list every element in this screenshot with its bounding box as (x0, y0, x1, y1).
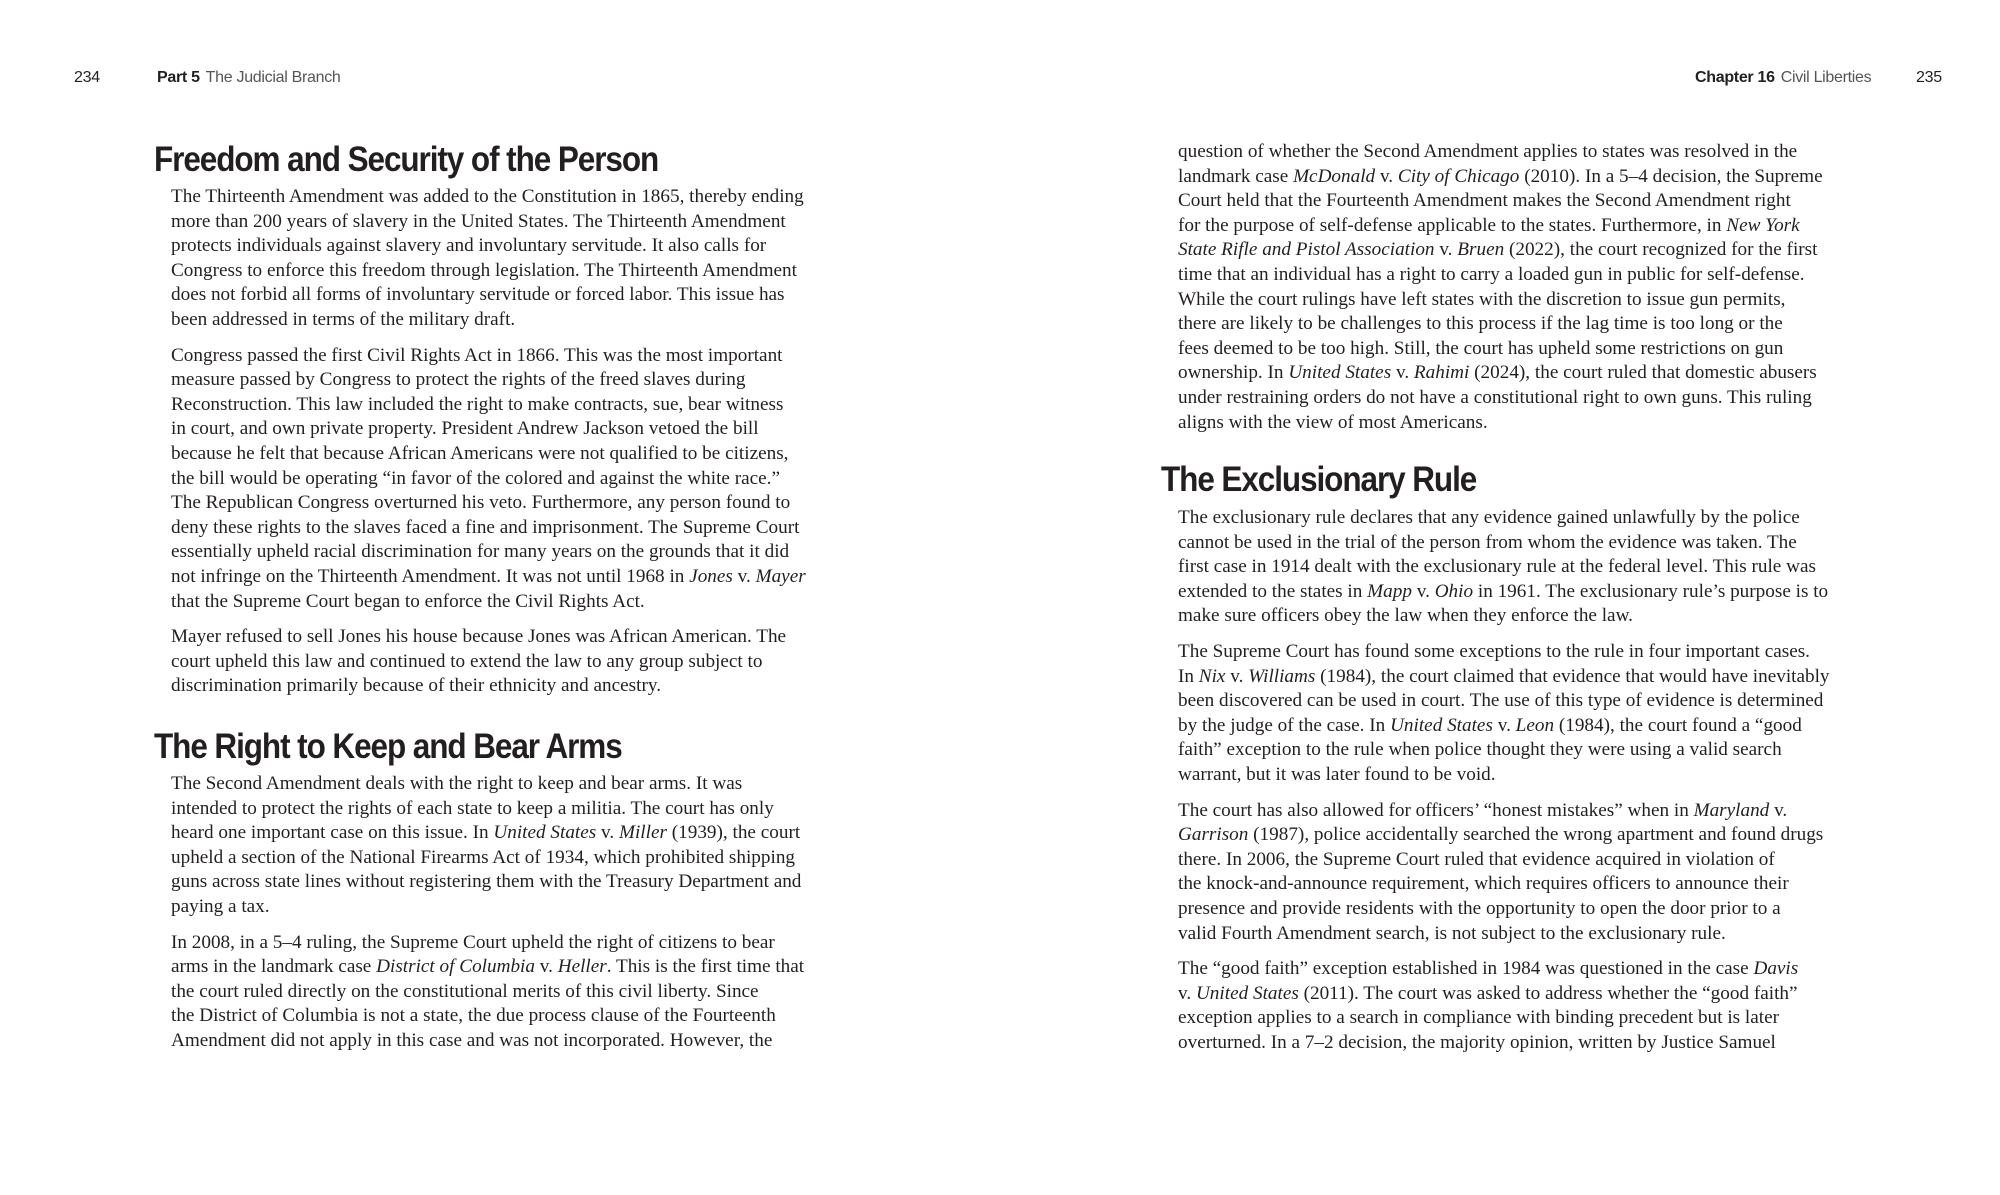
case-name: Miller (618, 822, 667, 844)
text-line (171, 344, 891, 369)
body-text (171, 185, 891, 710)
text-line (1178, 361, 1918, 386)
text-line (171, 565, 891, 590)
text-line (171, 185, 891, 210)
text-run: v. (1492, 714, 1516, 736)
text-line (171, 417, 891, 442)
text-line (1178, 386, 1918, 411)
text-run: While the court rulings have left states with the discretion to issue gun permits, (1178, 288, 1786, 310)
text-run: first case in 1914 dealt with the exclusionary rule at the federal level. This rule was (1178, 556, 1816, 578)
text-run: essentially upheld racial discrimination for many years on the grounds that it did (171, 541, 790, 563)
text-run: v. (1178, 982, 1196, 1004)
case-name: United States (1390, 714, 1493, 736)
text-run: v. (534, 956, 558, 978)
text-run: faith” exception to the rule when police thought they were using a valid search (1178, 739, 1782, 761)
section-heading: Freedom and Security of the Person (154, 140, 659, 179)
text-run: . This is the first time that (606, 956, 805, 978)
text-run: by the judge of the case. In (1178, 714, 1391, 736)
text-line (1178, 982, 1918, 1007)
case-name: State Rifle and Pistol Association (1178, 239, 1435, 261)
text-run: (2011). The court was asked to address whether the “good faith” (1298, 982, 1798, 1004)
paragraph (171, 931, 891, 1054)
paragraph (171, 625, 891, 699)
text-run: there. In 2006, the Supreme Court ruled that evidence acquired in violation of (1178, 848, 1775, 870)
case-name: United States (1195, 982, 1299, 1004)
chapter-label: Chapter 16 (1695, 69, 1775, 86)
text-line (1178, 872, 1918, 897)
text-run: (2024), the court ruled that domestic abusers (1469, 362, 1817, 384)
chapter-title: Civil Liberties (1780, 69, 1872, 86)
paragraph (171, 344, 891, 615)
case-name: Davis (1753, 958, 1799, 980)
text-run: discrimination primarily because of their ethnicity and ancestry. (171, 675, 662, 697)
case-name: United States (1288, 362, 1392, 384)
text-run: make sure officers obey the law when they enforce the law. (1178, 605, 1633, 627)
text-run: paying a tax. (171, 895, 270, 917)
part-label: Part 5 (157, 69, 200, 86)
text-line (1178, 580, 1918, 605)
text-line (1178, 165, 1918, 190)
text-run: been discovered can be used in court. The use of this type of evidence is determined (1178, 690, 1824, 712)
text-run: v. (1434, 239, 1458, 261)
case-name: Heller (557, 956, 607, 978)
text-line (1178, 763, 1918, 788)
text-run: cannot be used in the trial of the person from whom the evidence was taken. The (1178, 531, 1797, 553)
text-line (1178, 555, 1918, 580)
text-line (1178, 140, 1918, 165)
paragraph (1178, 957, 1918, 1055)
text-line (1178, 714, 1918, 739)
case-name: Mayer (755, 565, 806, 587)
text-run: intended to protect the rights of each state to keep a militia. The court has only (171, 797, 774, 819)
case-name: Jones (689, 565, 733, 587)
text-run: (2010). In a 5–4 decision, the Supreme (1519, 165, 1823, 187)
case-name: Garrison (1178, 824, 1249, 846)
text-run: The Supreme Court has found some exceptions to the rule in four important cases. (1178, 640, 1810, 662)
case-name: Leon (1515, 714, 1555, 736)
text-line (171, 955, 891, 980)
text-line (171, 1004, 891, 1029)
text-line (1178, 531, 1918, 556)
text-run: for the purpose of self-defense applicable to the states. Furthermore, in (1178, 214, 1727, 236)
text-run: exception applies to a search in compliance with binding precedent but is later (1178, 1007, 1780, 1029)
paragraph (1178, 640, 1918, 788)
text-run: The Republican Congress overturned his veto. Furthermore, any person found to (171, 492, 791, 514)
text-run: aligns with the view of most Americans. (1178, 411, 1488, 433)
case-name: Ohio (1434, 580, 1474, 602)
text-run: The court has also allowed for officers’ “honest mistakes” when in (1178, 799, 1694, 821)
text-line (171, 1029, 891, 1054)
text-run: In (1178, 665, 1199, 687)
text-run: v. (1391, 362, 1414, 384)
text-run: (2022), the court recognized for the first (1504, 239, 1818, 261)
text-line (171, 234, 891, 259)
paragraph (1178, 140, 1918, 435)
text-run: time that an individual has a right to carry a loaded gun in public for self-defense. (1178, 263, 1805, 285)
text-run: arms in the landmark case (171, 956, 377, 978)
case-name: District of Columbia (376, 956, 535, 978)
text-run: the bill would be operating “in favor of the colored and against the white race.” (171, 467, 780, 489)
text-run: (1987), police accidentally searched the wrong apartment and found drugs (1248, 824, 1824, 846)
running-header (157, 69, 341, 87)
text-line (1178, 604, 1918, 629)
case-name: Rahimi (1413, 362, 1470, 384)
body-text (1178, 140, 1918, 446)
text-run: does not forbid all forms of involuntary servitude or forced labor. This issue has (171, 284, 785, 306)
text-line (1178, 506, 1918, 531)
text-line (1178, 1031, 1918, 1056)
text-line (1178, 214, 1918, 239)
text-run: under restraining orders do not have a constitutional right to own guns. This ruling (1178, 386, 1812, 408)
text-line (171, 870, 891, 895)
text-run: there are likely to be challenges to this process if the lag time is too long or the (1178, 313, 1783, 335)
text-run: valid Fourth Amendment search, is not subject to the exclusionary rule. (1178, 922, 1726, 944)
text-line (1178, 312, 1918, 337)
section-heading: The Right to Keep and Bear Arms (154, 727, 622, 766)
text-line (171, 467, 891, 492)
text-run: (1984), the court found a “good (1554, 714, 1802, 736)
text-line (1178, 897, 1918, 922)
text-run: overturned. In a 7–2 decision, the majority opinion, written by Justice Samuel (1178, 1031, 1776, 1053)
case-name: Bruen (1457, 239, 1505, 261)
paragraph (1178, 506, 1918, 629)
text-line (171, 283, 891, 308)
text-run: ownership. In (1178, 362, 1289, 384)
text-run: Court held that the Fourteenth Amendment makes the Second Amendment right (1178, 190, 1791, 212)
text-line (171, 931, 891, 956)
text-run: upheld a section of the National Firearms Act of 1934, which prohibited shipping (171, 846, 796, 868)
text-line (1178, 263, 1918, 288)
text-run: Amendment did not apply in this case and was not incorporated. However, the (171, 1029, 773, 1051)
text-run: question of whether the Second Amendment applies to states was resolved in the (1178, 141, 1798, 162)
text-line (171, 210, 891, 235)
text-run: guns across state lines without registering them with the Treasury Department and (171, 871, 802, 893)
text-run: Mayer refused to sell Jones his house because Jones was African American. The (171, 626, 787, 648)
text-run: fees deemed to be too high. Still, the court has upheld some restrictions on gun (1178, 337, 1784, 359)
text-run: v. (1411, 580, 1435, 602)
part-title: The Judicial Branch (205, 69, 341, 86)
text-run: the court ruled directly on the constitutional merits of this civil liberty. Since (171, 980, 759, 1002)
page-number: 234 (74, 69, 100, 86)
text-line (171, 846, 891, 871)
text-run: been addressed in terms of the military draft. (171, 308, 516, 330)
case-name: McDonald (1293, 165, 1376, 187)
text-run: that the Supreme Court began to enforce the Civil Rights Act. (171, 590, 645, 612)
case-name: Mapp (1367, 580, 1412, 602)
text-line (171, 772, 891, 797)
text-run: warrant, but it was later found to be void. (1178, 763, 1496, 785)
text-run: extended to the states in (1178, 580, 1368, 602)
text-line (1178, 665, 1918, 690)
text-line (1178, 823, 1918, 848)
text-run: The Second Amendment deals with the right to keep and bear arms. It was (171, 773, 743, 794)
text-run: The “good faith” exception established in 1984 was questioned in the case (1178, 958, 1754, 980)
case-name: Nix (1198, 665, 1226, 687)
text-line (171, 821, 891, 846)
text-line (1178, 337, 1918, 362)
paragraph (171, 772, 891, 920)
text-run: because he felt that because African Americans were not qualified to be citizens, (171, 442, 789, 464)
text-run: v. (1375, 165, 1398, 187)
text-line (1178, 799, 1918, 824)
text-run: Reconstruction. This law included the right to make contracts, sue, bear witness (171, 393, 784, 415)
text-run: In 2008, in a 5–4 ruling, the Supreme Court upheld the right of citizens to bear (171, 931, 775, 953)
text-run: v. (1225, 665, 1249, 687)
text-run: heard one important case on this issue. In (171, 822, 494, 844)
case-name: Maryland (1693, 799, 1770, 821)
text-line (171, 516, 891, 541)
text-line (171, 442, 891, 467)
text-run: The exclusionary rule declares that any evidence gained unlawfully by the police (1178, 507, 1800, 528)
body-text (1178, 506, 1918, 1066)
text-run: (1939), the court (666, 822, 801, 844)
text-run: in court, and own private property. President Andrew Jackson vetoed the bill (171, 418, 759, 440)
text-run: deny these rights to the slaves faced a fine and imprisonment. The Supreme Court (171, 516, 800, 538)
text-line (171, 980, 891, 1005)
text-line (1178, 957, 1918, 982)
text-line (171, 895, 891, 920)
page-number: 235 (1916, 69, 1942, 86)
text-line (171, 491, 891, 516)
text-line (171, 625, 891, 650)
text-run: presence and provide residents with the opportunity to open the door prior to a (1178, 897, 1781, 919)
paragraph (1178, 799, 1918, 947)
case-name: New York (1726, 214, 1800, 236)
text-line (171, 540, 891, 565)
text-line (171, 650, 891, 675)
text-line (171, 259, 891, 284)
text-run: (1984), the court claimed that evidence that would have inevitably (1315, 665, 1830, 687)
case-name: Williams (1248, 665, 1316, 687)
text-run: The Thirteenth Amendment was added to the Constitution in 1865, thereby ending (171, 186, 804, 207)
text-run: protects individuals against slavery and involuntary servitude. It also calls for (171, 235, 767, 257)
right-page (1000, 0, 2000, 1195)
text-line (1178, 1006, 1918, 1031)
case-name: City of Chicago (1397, 165, 1520, 187)
text-run: Congress passed the first Civil Rights Act in 1866. This was the most important (171, 344, 783, 366)
section-heading: The Exclusionary Rule (1161, 460, 1477, 499)
text-run: v. (1769, 799, 1788, 821)
text-run: the knock-and-announce requirement, which requires officers to announce their (1178, 873, 1789, 895)
text-run: court upheld this law and continued to extend the law to any group subject to (171, 650, 763, 672)
text-line (171, 393, 891, 418)
text-run: the District of Columbia is not a state, the due process clause of the Fourteenth (171, 1005, 776, 1027)
text-line (1178, 738, 1918, 763)
text-line (171, 368, 891, 393)
text-run: in 1961. The exclusionary rule’s purpose is to (1473, 580, 1829, 602)
text-line (1178, 238, 1918, 263)
text-run: v. (732, 565, 756, 587)
text-line (1178, 689, 1918, 714)
paragraph (171, 185, 891, 333)
text-run: measure passed by Congress to protect the rights of the freed slaves during (171, 369, 746, 391)
text-line (171, 797, 891, 822)
text-line (171, 590, 891, 615)
text-line (171, 674, 891, 699)
text-line (171, 308, 891, 333)
case-name: United States (493, 822, 597, 844)
body-text (171, 772, 891, 1065)
text-run: v. (596, 822, 619, 844)
text-line (1178, 922, 1918, 947)
text-run: Congress to enforce this freedom through legislation. The Thirteenth Amendment (171, 259, 797, 281)
text-run: landmark case (1178, 165, 1294, 187)
text-line (1178, 848, 1918, 873)
text-line (1178, 640, 1918, 665)
running-header (1695, 69, 1871, 87)
text-line (1178, 189, 1918, 214)
text-line (1178, 411, 1918, 436)
text-run: not infringe on the Thirteenth Amendment. It was not until 1968 in (171, 565, 690, 587)
text-run: more than 200 years of slavery in the United States. The Thirteenth Amendment (171, 210, 786, 232)
text-line (1178, 288, 1918, 313)
